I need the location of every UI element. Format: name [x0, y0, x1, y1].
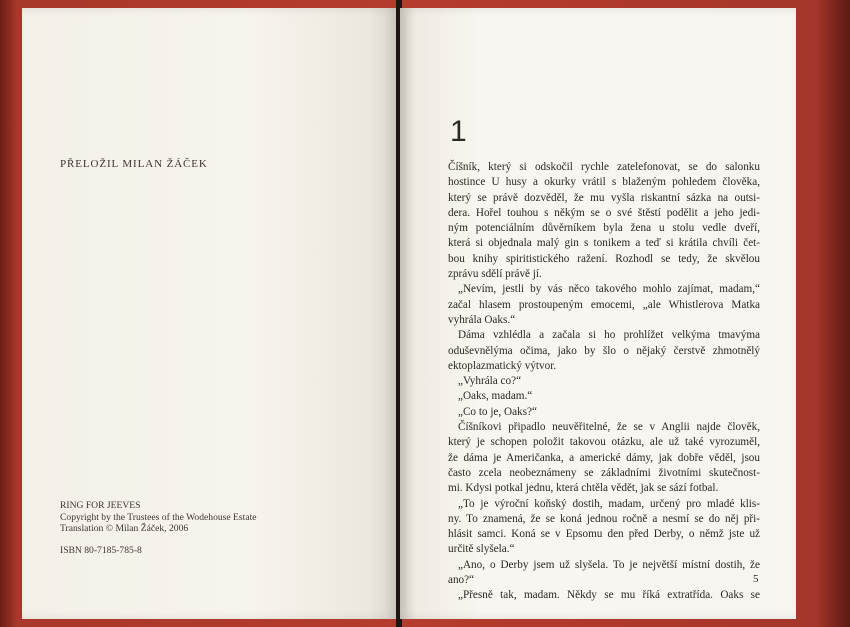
text-line: „Ano, o Derby jsem už slyšela. To je největší místní dostih, že [458, 558, 760, 571]
right-page [400, 8, 796, 619]
copyright-line: Copyright by the Trustees of the Wodehouse Estate [60, 511, 257, 523]
text-line: „Co to je, Oaks?“ [458, 405, 537, 418]
text-line: často zcela neobeznámeny se základními životními skutečnost- [448, 466, 760, 479]
text-line: „Vyhrála co?“ [458, 375, 522, 388]
text-line: oduševnělýma očima, jako by šlo o nějaký čerstvě zhmotnělý [448, 344, 760, 357]
text-line: dera. Hořel touhou s někým se o své štěstí podělit a jeho jedi- [448, 206, 760, 219]
text-line: hostince U husy a okurky vrátil s blaženým pohledem člověka, [448, 176, 760, 189]
left-page [22, 8, 398, 619]
text-line: hlásit samci. Koná se v Epsomu den před Derby, o němž jste už [448, 528, 760, 541]
chapter-number: 1 [450, 115, 467, 148]
text-line: „Nevím, jestli by vás něco takového mohlo zajímat, madam,“ [458, 283, 760, 296]
chapter-text [448, 160, 760, 604]
copyright-line: Translation © Milan Žáček, 2006 [60, 523, 189, 535]
text-line: který je schopen položit takovou otázku, ale už také vyrozuměl, [448, 436, 760, 449]
text-line: mi. Kdysi potkal jednu, která chtěla vědět, jak se sází fotbal. [448, 482, 719, 495]
text-line: Číšník, který si odskočil rychle zatelefonovat, se do salonku [448, 161, 760, 173]
isbn: ISBN 80-7185-785-8 [60, 544, 142, 556]
text-line: „To je výroční koňský dostih, madam, určený pro mladé klis- [458, 497, 760, 510]
page-number: 5 [753, 573, 759, 585]
text-line: ektoplazmatický výtvor. [448, 359, 557, 372]
text-line: zprávu sdělí právě jí. [448, 268, 542, 281]
copyright-line: RING FOR JEEVES [60, 500, 141, 511]
text-line: „Přesně tak, madam. Někdy se mu říká extratřída. Oaks se [458, 589, 760, 602]
text-line: začal hlasem prostoupeným emocemi, „ale Whistlerova Matka [448, 298, 760, 311]
text-line: Dáma vzhlédla a začala si ho prohlížet velkýma tmavýma [458, 329, 760, 342]
text-line: která si objednala malý gin s tonikem a teď si krátila chvíli čet- [448, 237, 760, 250]
text-line: vyhrála Oaks.“ [448, 313, 516, 326]
text-line: „Oaks, madam.“ [458, 390, 533, 403]
text-line: bou knihy spiritistického ražení. Rozhodl se tedy, že skvělou [448, 252, 760, 265]
text-line: Číšníkovi připadlo neuvěřitelné, že se v Anglii najde člověk, [458, 421, 760, 434]
text-line: který se právě dozvěděl, že mu vyšla riskantní sázka na outsi- [448, 191, 760, 204]
text-line: určitě slyšela.“ [448, 543, 515, 556]
copyright-block [60, 500, 257, 556]
text-line: ano?“ [448, 574, 475, 587]
text-line: že dáma je Američanka, a americké dámy, jak dobře věděl, jsou [448, 451, 760, 464]
text-line: ny. To znamená, že se koná jednou ročně a nesmí se do něj při- [448, 512, 760, 525]
text-line: ným potenciálním důvěrníkem byla žena u stolu vedle dveří, [448, 222, 760, 235]
translator-credit: PŘELOŽIL MILAN ŽÁČEK [60, 158, 208, 170]
